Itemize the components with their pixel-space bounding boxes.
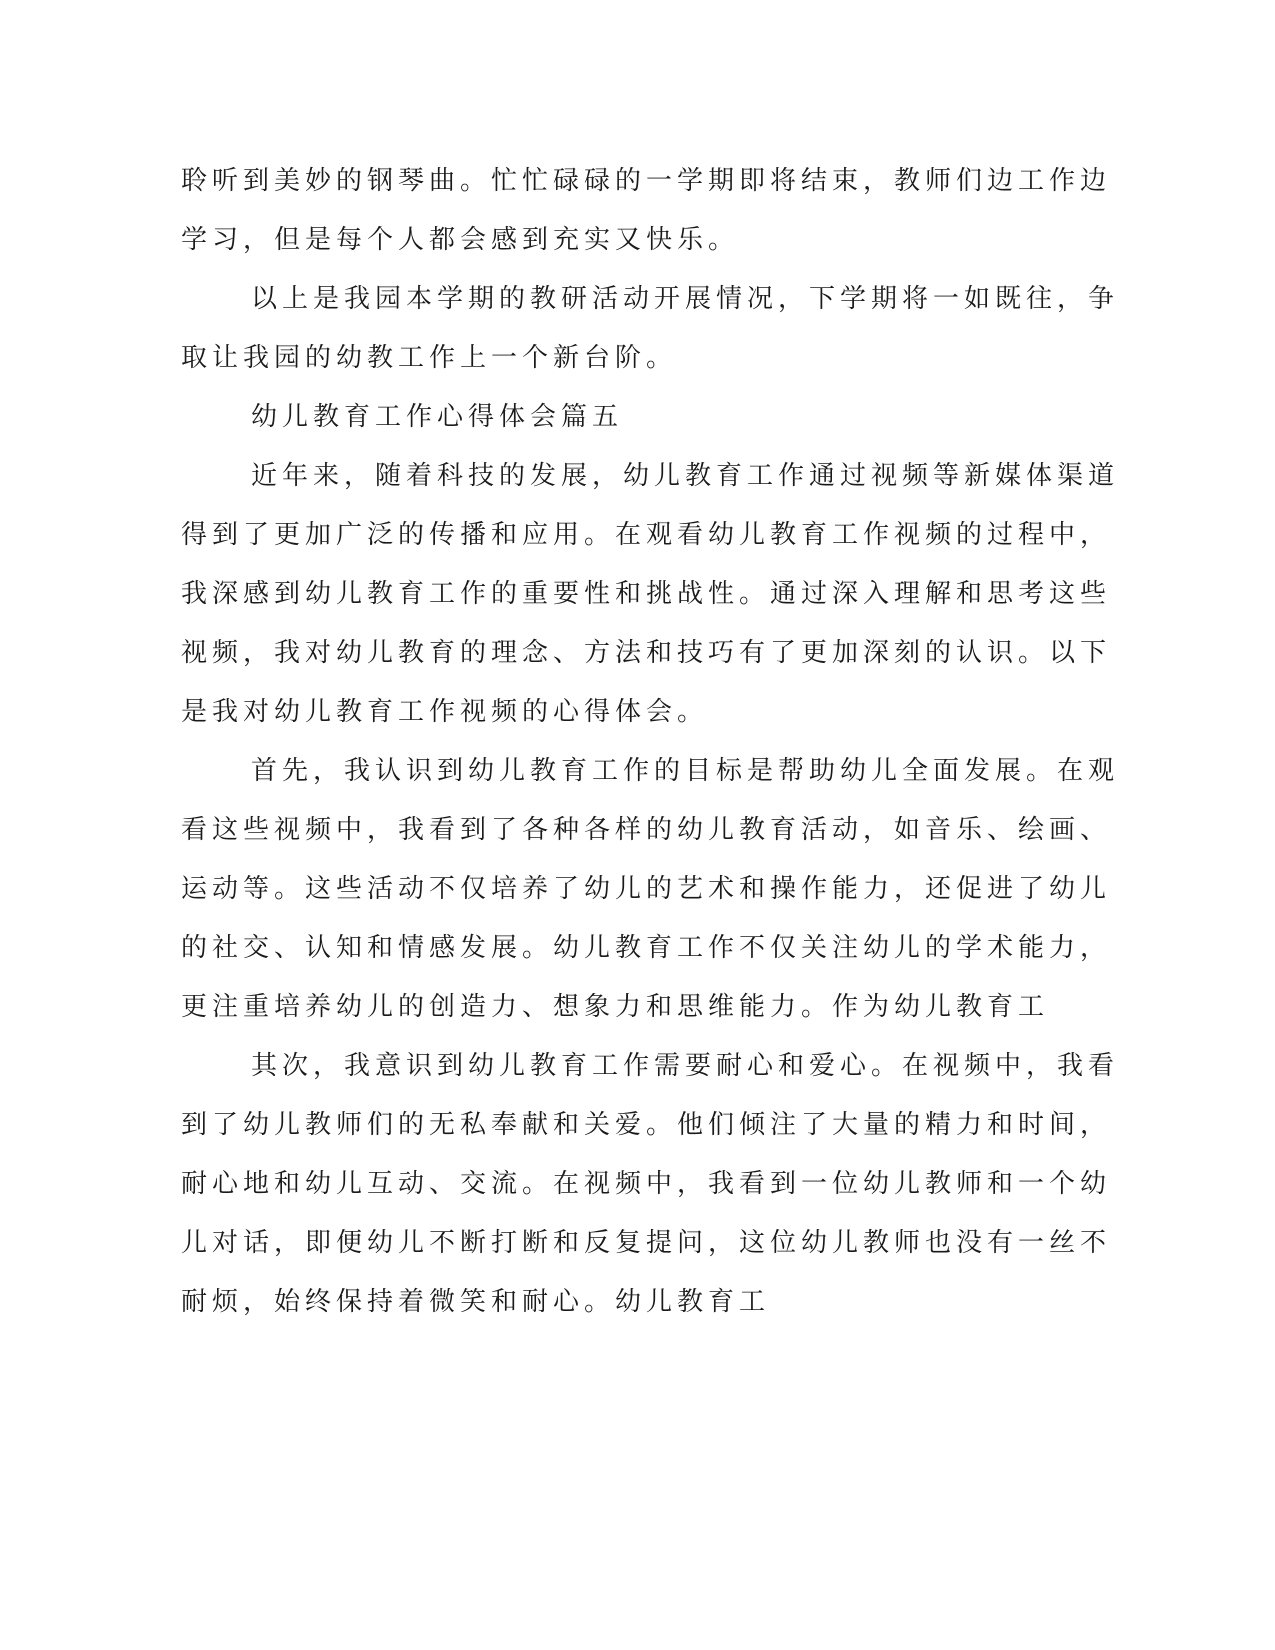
text-line: 运动等。这些活动不仅培养了幼儿的艺术和操作能力，还促进了幼儿: [181, 874, 1112, 904]
text-line: 学习，但是每个人都会感到充实又快乐。: [181, 225, 740, 255]
text-line: 以上是我园本学期的教研活动开展情况，下学期将一如既往，争: [251, 284, 1120, 314]
text-line: 的社交、认知和情感发展。幼儿教育工作不仅关注幼儿的学术能力，: [181, 933, 1112, 963]
text-line: 我深感到幼儿教育工作的重要性和挑战性。通过深入理解和思考这些: [181, 579, 1112, 609]
text-line: 其次，我意识到幼儿教育工作需要耐心和爱心。在视频中，我看: [251, 1051, 1120, 1081]
text-line: 耐心地和幼儿互动、交流。在视频中，我看到一位幼儿教师和一个幼: [181, 1169, 1112, 1199]
text-line: 取让我园的幼教工作上一个新台阶。: [181, 343, 678, 373]
text-line: 到了幼儿教师们的无私奉献和关爱。他们倾注了大量的精力和时间，: [181, 1110, 1112, 1140]
text-line: 首先，我认识到幼儿教育工作的目标是帮助幼儿全面发展。在观: [251, 756, 1120, 786]
text-line: 儿对话，即便幼儿不断打断和反复提问，这位幼儿教师也没有一丝不: [181, 1228, 1112, 1258]
section-heading: 幼儿教育工作心得体会篇五: [251, 402, 624, 432]
text-line: 是我对幼儿教育工作视频的心得体会。: [181, 697, 709, 727]
text-line: 耐烦，始终保持着微笑和耐心。幼儿教育工: [181, 1287, 771, 1317]
text-line: 视频，我对幼儿教育的理念、方法和技巧有了更加深刻的认识。以下: [181, 638, 1112, 668]
text-line: 聆听到美妙的钢琴曲。忙忙碌碌的一学期即将结束，教师们边工作边: [181, 166, 1112, 196]
text-line: 得到了更加广泛的传播和应用。在观看幼儿教育工作视频的过程中，: [181, 520, 1112, 550]
text-line: 更注重培养幼儿的创造力、想象力和思维能力。作为幼儿教育工: [181, 992, 1050, 1022]
text-line: 看这些视频中，我看到了各种各样的幼儿教育活动，如音乐、绘画、: [181, 815, 1112, 845]
text-line: 近年来，随着科技的发展，幼儿教育工作通过视频等新媒体渠道: [251, 461, 1120, 491]
